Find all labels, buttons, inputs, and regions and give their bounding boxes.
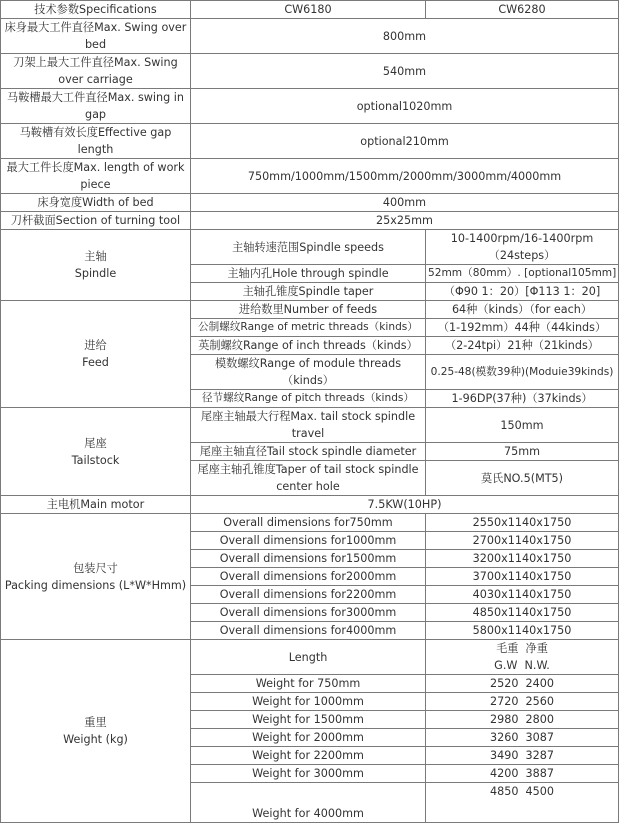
group-label-cn: 尾座 xyxy=(84,436,107,450)
group-label-en: Packing dimensions (L*W*Hmm) xyxy=(4,578,187,592)
row-value: 150mm xyxy=(426,408,619,443)
row-value: 2980 2800 xyxy=(426,711,619,729)
group-label-cn: 进给 xyxy=(84,339,107,352)
table-row xyxy=(1,230,619,265)
spec-header: 技术参数Specifications xyxy=(1,1,191,19)
row-label: Weight for 1500mm xyxy=(191,711,426,729)
row-value: 540mm xyxy=(191,54,619,89)
table-row xyxy=(1,640,619,675)
table-row xyxy=(1,514,619,532)
row-label: 模数螺纹Range of module threads（kinds） xyxy=(191,355,426,390)
table-row xyxy=(1,89,619,124)
weight-header-en: G.W N.W. xyxy=(494,659,550,672)
row-label: Weight for 3000mm xyxy=(191,765,426,783)
row-label: 主电机Main motor xyxy=(1,496,191,514)
row-value: 莫氏NO.5(MT5) xyxy=(426,461,619,496)
table-row xyxy=(1,408,619,443)
row-value: 10-1400rpm/16-1400rpm（24steps） xyxy=(426,230,619,265)
row-value: 64种（kinds）（for each） xyxy=(426,301,619,319)
group-label-en: Weight (kg) xyxy=(63,733,128,746)
row-label: Overall dimensions for2000mm xyxy=(191,568,426,586)
row-label: Overall dimensions for3000mm xyxy=(191,604,426,622)
row-value: 75mm xyxy=(426,443,619,461)
row-label: Weight for 2200mm xyxy=(191,747,426,765)
table-row xyxy=(1,194,619,212)
row-label: Overall dimensions for2200mm xyxy=(191,586,426,604)
row-value: 3490 3287 xyxy=(426,747,619,765)
group-label-en: Feed xyxy=(82,356,109,369)
row-value: 3700x1140x1750 xyxy=(426,568,619,586)
table-row xyxy=(1,54,619,89)
group-label-cn: 主轴 xyxy=(84,250,107,263)
row-label: 进给数里Number of feeds xyxy=(191,301,426,319)
row-label: Weight for 1000mm xyxy=(191,693,426,711)
row-value: 800mm xyxy=(191,19,619,54)
row-label: 马鞍槽最大工件直径Max. swing in gap xyxy=(1,89,191,124)
row-value: 1-96DP(37种)（37kinds） xyxy=(426,390,619,408)
row-value: 3260 3087 xyxy=(426,729,619,747)
row-label: Overall dimensions for1000mm xyxy=(191,532,426,550)
weight-header-cn: 毛重 净重 xyxy=(496,642,548,655)
group-label-cn: 包装尺寸 xyxy=(73,561,118,575)
row-value: optional210mm xyxy=(191,124,619,159)
row-label: Overall dimensions for4000mm xyxy=(191,622,426,640)
group-weight xyxy=(1,640,191,823)
row-label: 马鞍槽有效长度Effective gap length xyxy=(1,124,191,159)
row-label: 公制螺纹Range of metric threads（kinds） xyxy=(191,319,426,337)
row-value: （Φ90 1：20）[Φ113 1：20] xyxy=(426,283,619,301)
row-label: Weight for 2000mm xyxy=(191,729,426,747)
row-label: 尾座主轴直径Tail stock spindle diameter xyxy=(191,443,426,461)
row-label: 刀架上最大工件直径Max. Swing over carriage xyxy=(1,54,191,89)
row-label: Overall dimensions for750mm xyxy=(191,514,426,532)
row-value: 4030x1140x1750 xyxy=(426,586,619,604)
group-label-en: Tailstock xyxy=(71,453,120,467)
row-value: 4850 4500 xyxy=(426,783,619,823)
row-label: Weight for 750mm xyxy=(191,675,426,693)
table-row xyxy=(1,496,619,514)
row-label: Overall dimensions for1500mm xyxy=(191,550,426,568)
row-label: 尾座主轴孔锥度Taper of tail stock spindle center hole xyxy=(191,461,426,496)
row-label: 尾座主轴最大行程Max. tail stock spindle travel xyxy=(191,408,426,443)
row-label: 刀杆截面Section of turning tool xyxy=(1,212,191,230)
weight-header-label: Length xyxy=(191,640,426,675)
row-value: 3200x1140x1750 xyxy=(426,550,619,568)
weight-header-value xyxy=(426,640,619,675)
row-value: （2-24tpi）21种（21kinds） xyxy=(426,337,619,355)
row-label: 径节螺纹Range of pitch threads（kinds） xyxy=(191,390,426,408)
group-label-en: Spindle xyxy=(74,267,117,280)
row-value: （1-192mm）44种（44kinds） xyxy=(426,319,619,337)
group-tailstock xyxy=(1,408,191,496)
row-value: 750mm/1000mm/1500mm/2000mm/3000mm/4000mm xyxy=(191,159,619,194)
table-row xyxy=(1,159,619,194)
row-label: 床身宽度Width of bed xyxy=(1,194,191,212)
row-label: 主轴孔锥度Spindle taper xyxy=(191,283,426,301)
table-row xyxy=(1,301,619,319)
row-label: 最大工件长度Max. length of work piece xyxy=(1,159,191,194)
row-value: 400mm xyxy=(191,194,619,212)
row-label: 英制螺纹Range of inch threads（kinds） xyxy=(191,337,426,355)
row-value: 4850x1140x1750 xyxy=(426,604,619,622)
model-cw6180: CW6180 xyxy=(191,1,426,19)
row-value: 7.5KW(10HP) xyxy=(191,496,619,514)
row-label: Weight for 4000mm xyxy=(191,783,426,823)
row-value: 52mm（80mm）. [optional105mm] xyxy=(426,265,619,283)
table-row xyxy=(1,19,619,54)
model-cw6280: CW6280 xyxy=(426,1,619,19)
row-value: 2550x1140x1750 xyxy=(426,514,619,532)
row-label: 主轴转速范围Spindle speeds xyxy=(191,230,426,265)
row-value: optional1020mm xyxy=(191,89,619,124)
row-label: 床身最大工件直径Max. Swing over bed xyxy=(1,19,191,54)
row-value: 2520 2400 xyxy=(426,675,619,693)
group-spindle xyxy=(1,230,191,301)
group-feed xyxy=(1,301,191,408)
group-packing xyxy=(1,514,191,640)
row-value: 2700x1140x1750 xyxy=(426,532,619,550)
table-row xyxy=(1,212,619,230)
table-row xyxy=(1,124,619,159)
row-value: 5800x1140x1750 xyxy=(426,622,619,640)
row-value: 4200 3887 xyxy=(426,765,619,783)
row-value: 2720 2560 xyxy=(426,693,619,711)
row-label: 主轴内孔Hole through spindle xyxy=(191,265,426,283)
header-row xyxy=(1,1,619,19)
row-value: 25x25mm xyxy=(191,212,619,230)
group-label-cn: 重里 xyxy=(84,716,107,729)
row-value: 0.25-48(模数39种)(Moduie39kinds) xyxy=(426,355,619,390)
